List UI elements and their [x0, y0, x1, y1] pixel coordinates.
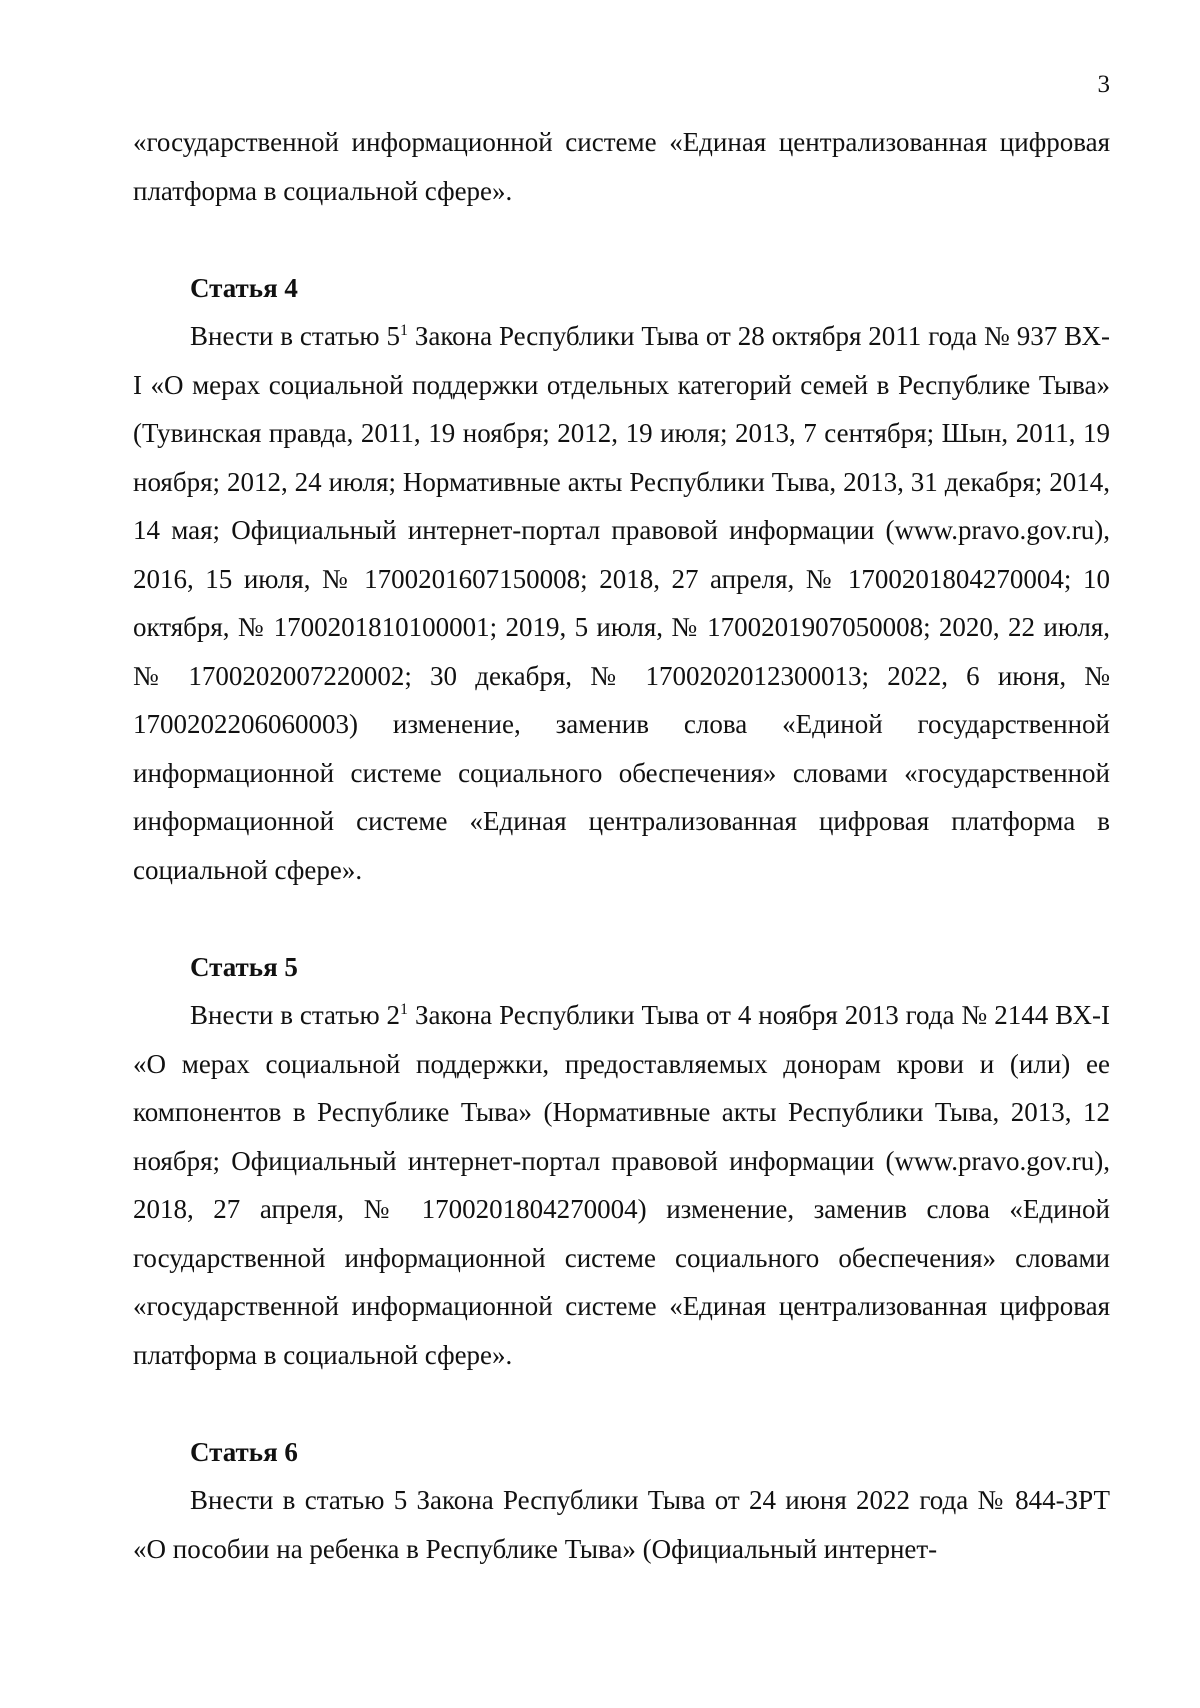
- article-text-start: Внести в статью 5: [190, 321, 400, 351]
- article-paragraph: [133, 312, 1110, 894]
- article-5: [133, 943, 1110, 1380]
- article-4: [133, 264, 1110, 895]
- article-text-start: Внести в статью 2: [190, 1000, 401, 1030]
- page-number: 3: [1097, 71, 1110, 98]
- article-heading: Статья 6: [190, 1436, 298, 1467]
- document-body: [133, 118, 1110, 1573]
- superscript-number: 1: [400, 1001, 409, 1018]
- article-text-rest: Закона Республики Тыва от 28 октября 2011 года № 937 ВХ-I «О мерах социальной поддержки отдельных категорий семей в Республике Тыва» (Тувинская правда, 2011, 19 ноября; 2012, 19 июля; 2013, 7 сентября; Шын, 2011, 19 ноября; 2012, 24 июля; Нормативные акты Республики Тыва, 2013, 31 декабря; 2014, 14 мая; Официальный интернет-портал правовой информации (www.pravo.gov.ru), 2016, 15 июля, № 1700201607150008; 2018, 27 апреля, № 1700201804270004; 10 октября, № 1700201810100001; 2019, 5 июля, № 1700201907050008; 2020, 22 июля, № 1700202007220002; 30 декабря, № 1700202012300013; 2022, 6 июня, № 1700202206060003) изменение, заменив слова «Единой государственной информационной системе социального обеспечения» словами «государственной информационной системе «Единая централизованная цифровая платформа в социальной сфере».: [133, 321, 1110, 885]
- article-text-rest: Закона Республики Тыва от 4 ноября 2013 года № 2144 ВХ-I «О мерах социальной поддержки, предоставляемых донорам крови и (или) ее компонентов в Республике Тыва» (Нормативные акты Республики Тыва, 2013, 12 ноября; Официальный интернет-портал правовой информации (www.pravo.gov.ru), 2018, 27 апреля, № 1700201804270004) изменение, заменив слова «Единой государственной информационной системе социального обеспечения» словами «государственной информационной системе «Единая централизованная цифровая платформа в социальной сфере».: [133, 1000, 1111, 1370]
- spacer: [133, 894, 1110, 943]
- article-heading: Статья 5: [190, 951, 298, 982]
- spacer: [133, 1379, 1110, 1428]
- article-paragraph: [133, 991, 1110, 1379]
- intro-paragraph: «государственной информационной системе «Единая централизованная цифровая платформа в социальной сфере».: [133, 127, 1110, 206]
- article-paragraph: Внести в статью 5 Закона Республики Тыва от 24 июня 2022 года № 844-ЗРТ «О пособии на ребенка в Республике Тыва» (Официальный интернет-: [133, 1485, 1110, 1564]
- spacer: [133, 215, 1110, 264]
- article-6: [133, 1428, 1110, 1574]
- article-heading: Статья 4: [190, 272, 298, 303]
- superscript-number: 1: [399, 322, 408, 339]
